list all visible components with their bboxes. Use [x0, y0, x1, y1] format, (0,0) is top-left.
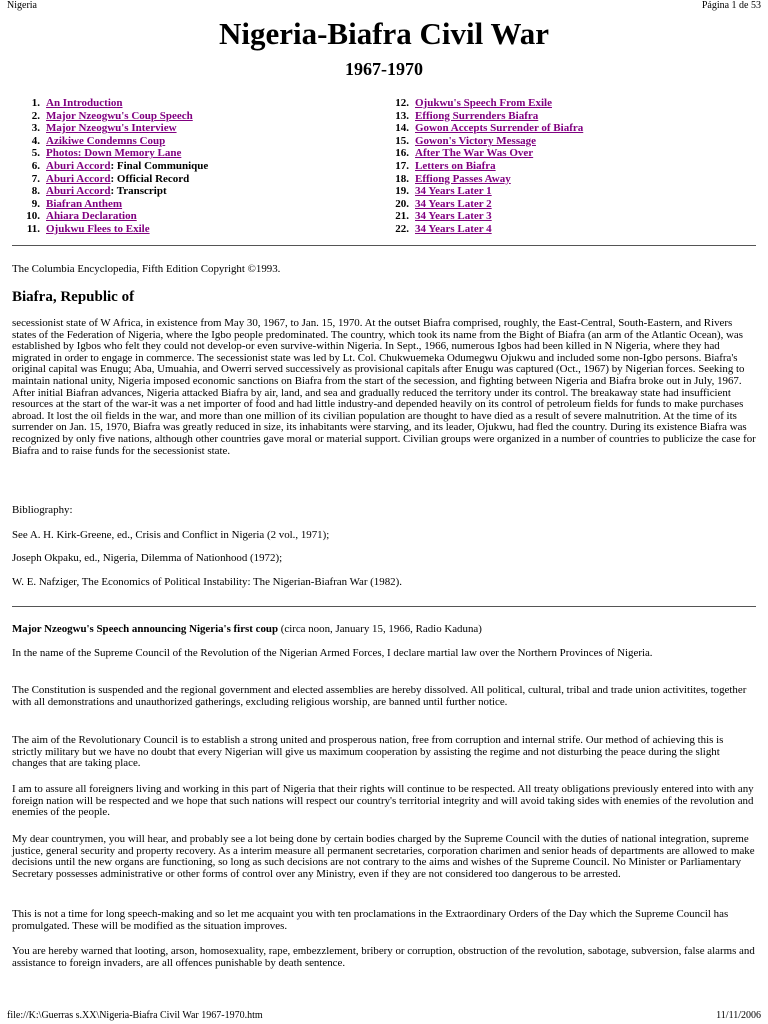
toc-link[interactable]: Major Nzeogwu's Coup Speech: [46, 109, 193, 122]
speech-paragraph: The Constitution is suspended and the regional government and elected assemblies are hereby dissolved. All political, cultural, tribal and trade union activitites, together with all demonstrations and unauthorized gatherings, excluding religious worship, are banned until further notice.: [12, 684, 747, 708]
toc-left-list: [14, 97, 208, 236]
toc-item: [384, 110, 583, 123]
section-heading: Biafra, Republic of: [12, 289, 135, 305]
toc-number: 10.: [26, 210, 40, 223]
toc-link[interactable]: Aburi Accord: [46, 172, 111, 185]
toc-link[interactable]: Azikiwe Condemns Coup: [46, 134, 166, 147]
toc-item: [384, 223, 583, 236]
toc-number: 22.: [395, 222, 409, 235]
toc-link[interactable]: Effiong Surrenders Biafra: [415, 109, 539, 122]
toc-item: [14, 223, 208, 236]
toc-link[interactable]: Aburi Accord: [46, 185, 111, 198]
bibliography-entry: Joseph Okpaku, ed., Nigeria, Dilemma of Nationhood (1972);: [12, 552, 283, 564]
toc-link[interactable]: 34 Years Later 1: [415, 185, 492, 198]
toc-link[interactable]: Biafran Anthem: [46, 197, 123, 210]
page-footer: [7, 1010, 761, 1024]
toc-link[interactable]: Ojukwu Flees to Exile: [46, 222, 150, 235]
toc-right-list: [384, 97, 583, 236]
toc-link[interactable]: An Introduction: [46, 97, 123, 109]
toc-number: 2.: [31, 109, 40, 122]
toc-number: 4.: [31, 134, 40, 147]
toc-link[interactable]: 34 Years Later 2: [415, 197, 492, 210]
toc-item: [384, 122, 583, 135]
toc-item: [384, 198, 583, 211]
speech-heading-date: (circa noon, January 15, 1966, Radio Kaduna): [278, 623, 482, 635]
toc-link[interactable]: Ahiara Declaration: [46, 210, 137, 223]
toc-link[interactable]: Photos: Down Memory Lane: [46, 147, 182, 160]
bibliography-label: Bibliography:: [12, 504, 73, 516]
page-subtitle: 1967-1970: [345, 59, 423, 79]
toc-number: 20.: [395, 197, 409, 210]
toc-number: 21.: [395, 210, 409, 223]
toc-number: 17.: [395, 159, 409, 172]
toc-item: [384, 147, 583, 160]
toc-item: [384, 97, 583, 110]
toc-item: [14, 160, 208, 173]
toc-suffix: : Official Record: [110, 172, 190, 185]
toc-suffix: : Transcript: [110, 185, 167, 198]
speech-paragraph: You are hereby warned that looting, arson, homosexuality, rape, embezzlement, bribery or corruption, obstruction of the revolution, sabotage, subversion, false alarms and assistance to foreign invaders, are all offences punishable by death sentence.: [12, 945, 755, 969]
footer-date: 11/11/2006: [716, 1010, 761, 1021]
toc-number: 8.: [31, 185, 40, 198]
toc-number: 13.: [395, 109, 409, 122]
header-left: Nigeria: [7, 0, 37, 11]
toc-link[interactable]: Gowon Accepts Surrender of Biafra: [415, 122, 584, 135]
toc-number: 12.: [395, 97, 409, 109]
bibliography-entry: W. E. Nafziger, The Economics of Political Instability: The Nigerian-Biafran War (1982).: [12, 576, 402, 588]
toc-number: 6.: [31, 159, 40, 172]
toc-number: 9.: [31, 197, 40, 210]
toc-link[interactable]: Effiong Passes Away: [415, 172, 511, 185]
toc-number: 18.: [395, 172, 409, 185]
toc-suffix: : Final Communique: [110, 159, 209, 172]
toc-link[interactable]: Letters on Biafra: [415, 159, 496, 172]
toc-item: [384, 210, 583, 223]
toc-number: 16.: [395, 147, 409, 160]
page-header: [7, 0, 761, 14]
toc-link[interactable]: Gowon's Victory Message: [415, 134, 536, 147]
toc-item: [14, 210, 208, 223]
toc-item: [14, 185, 208, 198]
toc-number: 7.: [31, 172, 40, 185]
bibliography-entry: See A. H. Kirk-Greene, ed., Crisis and Conflict in Nigeria (2 vol., 1971);: [12, 529, 330, 541]
toc-number: 5.: [31, 147, 40, 160]
toc-link[interactable]: 34 Years Later 3: [415, 210, 492, 223]
toc-number: 3.: [31, 122, 40, 135]
toc-item: [14, 173, 208, 186]
speech-paragraph: I am to assure all foreigners living and working in this part of Nigeria that their rights will continue to be respected. All treaty obligations previously entered into with any foreign nation will be respected and we hope that such nations will respect our country's territorial integrity and will avoid taking sides with enemies of the revolution and enemies of the people.: [12, 783, 754, 819]
toc-item: [14, 198, 208, 211]
page-title: Nigeria-Biafra Civil War: [218, 16, 550, 51]
biafra-paragraph: secessionist state of W Africa, in existence from May 30, 1967, to Jan. 15, 1970. At the outset Biafra comprised, roughly, the East-Central, South-Eastern, and Rivers states of the Federation of Nigeria, where the Igbo people predominated. The country, which took its name from the Bight of Biafra (an arm of the Atlantic Ocean), was established by Igbos who felt they could not develop-or even survive-within Nigeria. In Sept., 1966, numerous Igbos had been killed in N Nigeria, where they had migrated in order to engage in commerce. The secessionist state was led by Lt. Col. Chukwuemeka Odumegwu Ojukwu and included some non-Igbo persons. Biafra's original capital was Enugu; Aba, Umuahia, and Owerri served successively as provisional capitals after Enugu was captured (Oct., 1967) by Nigerian forces. Seeking to maintain national unity, Nigeria imposed economic sanctions on Biafra from the start of the secession, and fighting between Nigeria and Biafra broke out in July, 1967. After initial Biafran advances, Nigeria attacked Biafra by air, land, and sea and gradually reduced the territory under its control. The breakaway state had insufficient resources at the start of the war-it was a net importer of food and had little industry-and depended heavily on its control of petroleum fields for funds to make purchases abroad. It lost the oil fields in the war, and more than one million of its civilian population are thought to have died as a result of severe malnutrition. At the time of its surrender on Jan. 15, 1970, Biafra was greatly reduced in size, its inhabitants were starving, and its leader, Ojukwu, had fled the country. During its existence Biafra was recognized by only five nations, although other countries gave moral or material support. Civilian groups were organized in a number of countries to publicize the case for Biafra and to raise funds for the secessionist state.: [12, 317, 756, 457]
divider-rule: [12, 245, 756, 246]
toc-item: [384, 160, 583, 173]
speech-paragraph: This is not a time for long speech-making and so let me acquaint you with ten proclamations in the Extraordinary Orders of the Day which the Supreme Council has promulgated. These will be modified as the situation improves.: [12, 908, 729, 932]
toc-item: [14, 135, 208, 148]
toc-number: 11.: [26, 222, 40, 235]
toc-number: 1.: [31, 97, 40, 109]
source-note: The Columbia Encyclopedia, Fifth Edition Copyright ©1993.: [12, 263, 281, 275]
speech-paragraph: The aim of the Revolutionary Council is to establish a strong united and prosperous nation, free from corruption and internal strife. Our method of achieving this is strictly military but we have no doubt that every Nigerian will give us maximum cooperation by assisting the regime and not disturbing the peace during the slight changes that are taking place.: [12, 734, 724, 770]
toc-link[interactable]: Aburi Accord: [46, 159, 111, 172]
toc-number: 15.: [395, 134, 409, 147]
speech-paragraph: In the name of the Supreme Council of the Revolution of the Nigerian Armed Forces, I declare martial law over the Northern Provinces of Nigeria.: [12, 647, 653, 659]
toc-link[interactable]: Major Nzeogwu's Interview: [46, 122, 177, 135]
divider-rule: [12, 606, 756, 607]
toc-link[interactable]: After The War Was Over: [415, 147, 534, 160]
toc-number: 14.: [395, 122, 409, 135]
toc-number: 19.: [395, 185, 409, 198]
toc-item: [14, 122, 208, 135]
page-number: Página 1 de 53: [701, 0, 761, 11]
toc-link[interactable]: Ojukwu's Speech From Exile: [415, 97, 553, 109]
toc-item: [384, 135, 583, 148]
toc-item: [14, 147, 208, 160]
toc-link[interactable]: 34 Years Later 4: [415, 222, 492, 235]
speech-heading-title: Major Nzeogwu's Speech announcing Nigeria's first coup: [12, 623, 279, 635]
toc-item: [14, 97, 208, 110]
footer-file-path: file://K:\Guerras s.XX\Nigeria-Biafra Civil War 1967-1970.htm: [7, 1010, 263, 1021]
toc-item: [384, 185, 583, 198]
toc-item: [384, 173, 583, 186]
speech-heading: [12, 624, 756, 636]
speech-paragraph: My dear countrymen, you will hear, and probably see a lot being done by certain bodies charged by the Supreme Council with the duties of national integration, supreme justice, general security and property recovery. As a interim measure all permanent secretaries, corporation charimen and senior heads of departments are allowed to make decisions until the new organs are functioning, so long as such decisions are not contrary to the aims and wishes of the Supreme Council. No Minister or Parliamentary Secretary possesses administrative or other forms of control over any Ministry, even if they are not considered too dangerous to be arrested.: [12, 833, 755, 880]
toc-item: [14, 110, 208, 123]
